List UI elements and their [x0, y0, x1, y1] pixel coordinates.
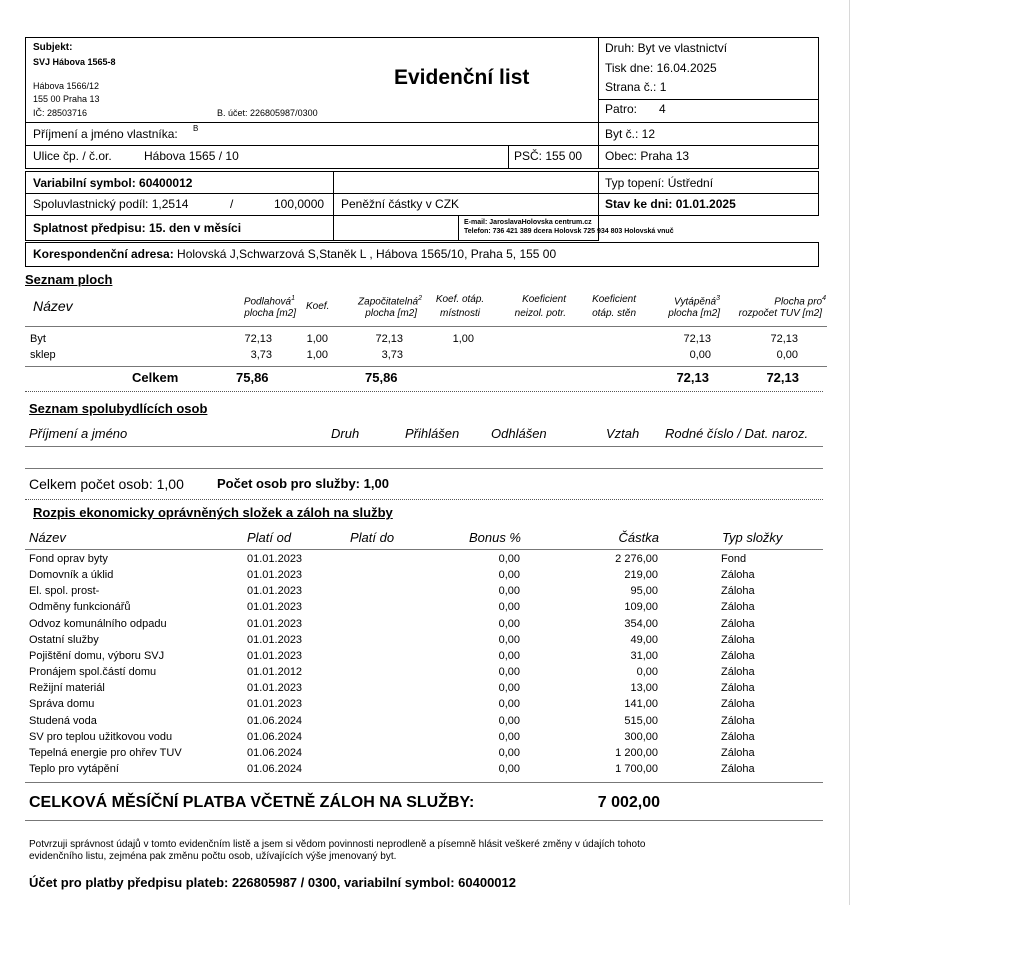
slozka-castka: 13,00 [630, 682, 658, 694]
col-vztah: Vztah [606, 426, 640, 441]
slozka-castka: 2 276,00 [615, 553, 658, 565]
ulice-label: Ulice čp. / č.or. [33, 149, 112, 163]
slozka-castka: 0,00 [636, 666, 658, 678]
slozka-nazev: Tepelná energie pro ohřev TUV [29, 747, 182, 759]
slozka-castka: 1 700,00 [615, 763, 658, 775]
slozka-typ: Fond [721, 553, 747, 565]
col-bonus: Bonus % [468, 530, 521, 545]
slozka-nazev: Fond oprav byty [29, 553, 108, 565]
slozka-plati-od: 01.06.2024 [247, 763, 303, 775]
slozka-plati-od: 01.06.2024 [247, 731, 303, 743]
slozka-nazev: Studená voda [29, 715, 97, 727]
slozka-plati-od: 01.01.2023 [247, 553, 303, 565]
slozka-plati-od: 01.01.2023 [247, 601, 303, 613]
slozka-bonus: 0,00 [498, 601, 520, 613]
patro-value: 4 [659, 102, 666, 116]
plocha-zapocitatelna: 3,73 [381, 349, 403, 361]
col-druh: Druh [331, 426, 360, 441]
slozka-typ: Záloha [721, 634, 755, 646]
slozka-castka: 354,00 [624, 618, 658, 630]
slozka-bonus: 0,00 [498, 585, 520, 597]
slozka-nazev: Odvoz komunálního odpadu [29, 618, 167, 630]
col-koef-otap-2: místnosti [439, 308, 480, 319]
psc: PSČ: 155 00 [514, 149, 583, 163]
subject-street: Hábova 1566/12 [33, 81, 100, 91]
slozka-typ: Záloha [721, 585, 755, 597]
confirm-line-2: evidenčního listu, zejména pak změnu počtu osob, užívajících výše jmenovaný byt. [29, 851, 397, 862]
slozka-nazev: Teplo pro vytápění [29, 763, 119, 775]
slozka-typ: Záloha [721, 650, 755, 662]
slozka-typ: Záloha [721, 698, 755, 710]
col-nazev: Název [33, 298, 73, 314]
confirm-line-1: Potvrzuji správnost údajů v tomto evidenčním listě a jsem si vědom povinnosti neprodleně a písemně hlásit veškeré změny v údajích tohoto [29, 839, 646, 850]
slozka-bonus: 0,00 [498, 698, 520, 710]
slozka-nazev: Režijní materiál [29, 682, 105, 694]
slozka-bonus: 0,00 [498, 553, 520, 565]
slozka-plati-od: 01.01.2023 [247, 585, 303, 597]
penezni-castky: Peněžní částky v CZK [341, 197, 460, 211]
col-prihlasen: Přihlášen [405, 426, 460, 441]
col-zapocitatelna-unit: plocha [m2] [365, 308, 417, 319]
slozka-typ: Záloha [721, 715, 755, 727]
col-plati-do: Platí do [350, 530, 395, 545]
owner-sup: B [193, 124, 199, 133]
slozka-castka: 49,00 [630, 634, 658, 646]
slozka-typ: Záloha [721, 682, 755, 694]
slozka-nazev: Domovník a úklid [29, 569, 114, 581]
slozka-bonus: 0,00 [498, 747, 520, 759]
slozka-bonus: 0,00 [498, 634, 520, 646]
page-title: Evidenční list [394, 66, 530, 89]
osoby-heading: Seznam spolubydlících osob [29, 401, 208, 416]
slozka-nazev: Pronájem spol.částí domu [29, 666, 157, 678]
slozka-nazev: Ostatní služby [29, 634, 99, 646]
slozka-castka: 95,00 [630, 585, 658, 597]
telefon: Telefon: 736 421 389 dcera Holovsk 725 934 803 Holovská vnuč [464, 228, 674, 235]
slozka-plati-od: 01.01.2012 [247, 666, 303, 678]
slozka-nazev: SV pro teplou užitkovou vodu [29, 731, 173, 743]
slozka-castka: 109,00 [624, 601, 658, 613]
slozka-nazev: El. spol. prost- [29, 585, 100, 597]
ulice-value: Hábova 1565 / 10 [144, 149, 239, 163]
slozka-plati-od: 01.01.2023 [247, 569, 303, 581]
tisk-dne: Tisk dne: 16.04.2025 [605, 61, 717, 75]
col-koef-otap: Koef. otáp. [435, 294, 485, 305]
col-vytapena: Vytápěná$^3$ [674, 295, 720, 308]
slozka-castka: 219,00 [624, 569, 658, 581]
celkova-platba-value: 7 002,00 [597, 794, 660, 811]
slozka-typ: Záloha [721, 618, 755, 630]
slozka-bonus: 0,00 [498, 569, 520, 581]
slozka-plati-od: 01.06.2024 [247, 715, 303, 727]
col-typ-slozky: Typ složky [722, 530, 783, 545]
pocet-osob-sluzby: Počet osob pro služby: 1,00 [217, 476, 389, 491]
col-vytapena-unit: plocha [m2] [668, 308, 720, 319]
plocha-tuv: 72,13 [770, 333, 798, 345]
patro-label: Patro: [605, 102, 638, 116]
slozka-plati-od: 01.01.2023 [247, 634, 303, 646]
total-podlahova: 75,86 [236, 370, 269, 385]
subject-ic: IČ: 28503716 [33, 108, 88, 118]
col-koef-sten: Koeficient [592, 294, 636, 305]
slozka-typ: Záloha [721, 666, 755, 678]
slozka-castka: 31,00 [630, 650, 658, 662]
slozka-typ: Záloha [721, 763, 755, 775]
plocha-koef-otap: 1,00 [452, 333, 474, 345]
podil-slash: / [230, 197, 234, 211]
total-vytapena: 72,13 [676, 370, 709, 385]
podil-label: Spoluvlastnický podíl: 1,2514 [33, 197, 189, 211]
slozka-bonus: 0,00 [498, 666, 520, 678]
plocha-koef: 1,00 [306, 349, 328, 361]
col-tuv: Plocha pro$^4$ [774, 295, 826, 308]
total-tuv: 72,13 [766, 370, 799, 385]
slozka-plati-od: 01.01.2023 [247, 682, 303, 694]
col-nazev: Název [29, 530, 66, 545]
slozka-castka: 141,00 [624, 698, 658, 710]
slozka-castka: 1 200,00 [615, 747, 658, 759]
slozka-bonus: 0,00 [498, 682, 520, 694]
col-rodne-cislo: Rodné číslo / Dat. naroz. [665, 426, 809, 441]
plocha-nazev: Byt [30, 333, 46, 345]
subject-city: 155 00 Praha 13 [33, 94, 100, 104]
col-plati-od: Platí od [247, 530, 292, 545]
email: E-mail: JaroslavaHolovska centrum.cz [464, 219, 592, 226]
typ-topeni: Typ topení: Ústřední [605, 176, 714, 190]
plocha-vytapena: 0,00 [689, 349, 711, 361]
strana: Strana č.: 1 [605, 80, 667, 94]
slozka-plati-od: 01.01.2023 [247, 698, 303, 710]
stav-ke-dni: Stav ke dni: 01.01.2025 [605, 197, 736, 211]
plocha-tuv: 0,00 [776, 349, 798, 361]
plochy-heading: Seznam ploch [25, 272, 113, 287]
col-jmeno: Příjmení a jméno [29, 426, 128, 441]
bank-account: B. účet: 226805987/0300 [217, 108, 318, 118]
celkova-platba-label: CELKOVÁ MĚSÍČNÍ PLATBA VČETNĚ ZÁLOH NA SLUŽBY: [29, 794, 475, 811]
col-koef-neizol: Koeficient [522, 294, 566, 305]
plocha-vytapena: 72,13 [683, 333, 711, 345]
total-zapocitatelna: 75,86 [365, 370, 398, 385]
druh-value: Druh: Byt ve vlastnictví [605, 41, 728, 55]
plocha-koef: 1,00 [306, 333, 328, 345]
plocha-zapocitatelna: 72,13 [375, 333, 403, 345]
col-tuv-unit: rozpočet TUV [m2] [738, 308, 822, 319]
celkem-pocet-osob: Celkem počet osob: 1,00 [29, 476, 184, 492]
slozka-nazev: Správa domu [29, 698, 95, 710]
slozka-castka: 515,00 [624, 715, 658, 727]
slozka-bonus: 0,00 [498, 618, 520, 630]
col-zapocitatelna: Započitatelná$^2$ [358, 295, 422, 308]
plocha-nazev: sklep [30, 349, 56, 361]
slozka-plati-od: 01.01.2023 [247, 650, 303, 662]
plocha-podlahova: 72,13 [244, 333, 272, 345]
splatnost: Splatnost předpisu: 15. den v měsíci [33, 221, 242, 235]
slozka-typ: Záloha [721, 601, 755, 613]
subject-label: Subjekt: [33, 42, 73, 53]
slozka-nazev: Pojištění domu, výboru SVJ [29, 650, 165, 662]
slozka-bonus: 0,00 [498, 650, 520, 662]
koresp-address: Korespondenční adresa: Holovská J,Schwarzová S,Staněk L , Hábova 1565/10, Praha 5, 155 00 [33, 247, 557, 261]
slozka-bonus: 0,00 [498, 763, 520, 775]
total-label: Celkem [132, 370, 179, 385]
owner-label: Příjmení a jméno vlastníka: [33, 127, 178, 141]
plocha-podlahova: 3,73 [250, 349, 272, 361]
slozka-typ: Záloha [721, 731, 755, 743]
col-castka: Částka [618, 530, 659, 545]
col-podlahova: Podlahová$^1$ [243, 295, 295, 308]
slozka-typ: Záloha [721, 569, 755, 581]
variabilni-symbol: Variabilní symbol: 60400012 [33, 176, 193, 190]
rozpis-heading: Rozpis ekonomicky oprávněných složek a záloh na služby [33, 505, 393, 520]
col-koef: Koef. [306, 301, 330, 312]
slozka-plati-od: 01.01.2023 [247, 618, 303, 630]
podil-total: 100,0000 [274, 197, 325, 211]
col-koef-neizol-2: neizol. potr. [514, 308, 566, 319]
col-podlahova-unit: plocha [m2] [244, 308, 296, 319]
slozka-nazev: Odměny funkcionářů [29, 601, 131, 613]
col-koef-sten-2: otáp. stěn [592, 308, 636, 319]
account-line: Účet pro platby předpisu plateb: 226805987 / 0300, variabilní symbol: 60400012 [29, 875, 516, 890]
page-edge-line [849, 0, 850, 905]
byt-cislo: Byt č.: 12 [605, 127, 656, 141]
slozka-castka: 300,00 [624, 731, 658, 743]
slozka-typ: Záloha [721, 747, 755, 759]
slozka-plati-od: 01.06.2024 [247, 747, 303, 759]
obec: Obec: Praha 13 [605, 149, 690, 163]
slozka-bonus: 0,00 [498, 731, 520, 743]
col-odhlasen: Odhlášen [491, 426, 547, 441]
subject-name: SVJ Hábova 1565-8 [33, 57, 116, 67]
slozka-bonus: 0,00 [498, 715, 520, 727]
